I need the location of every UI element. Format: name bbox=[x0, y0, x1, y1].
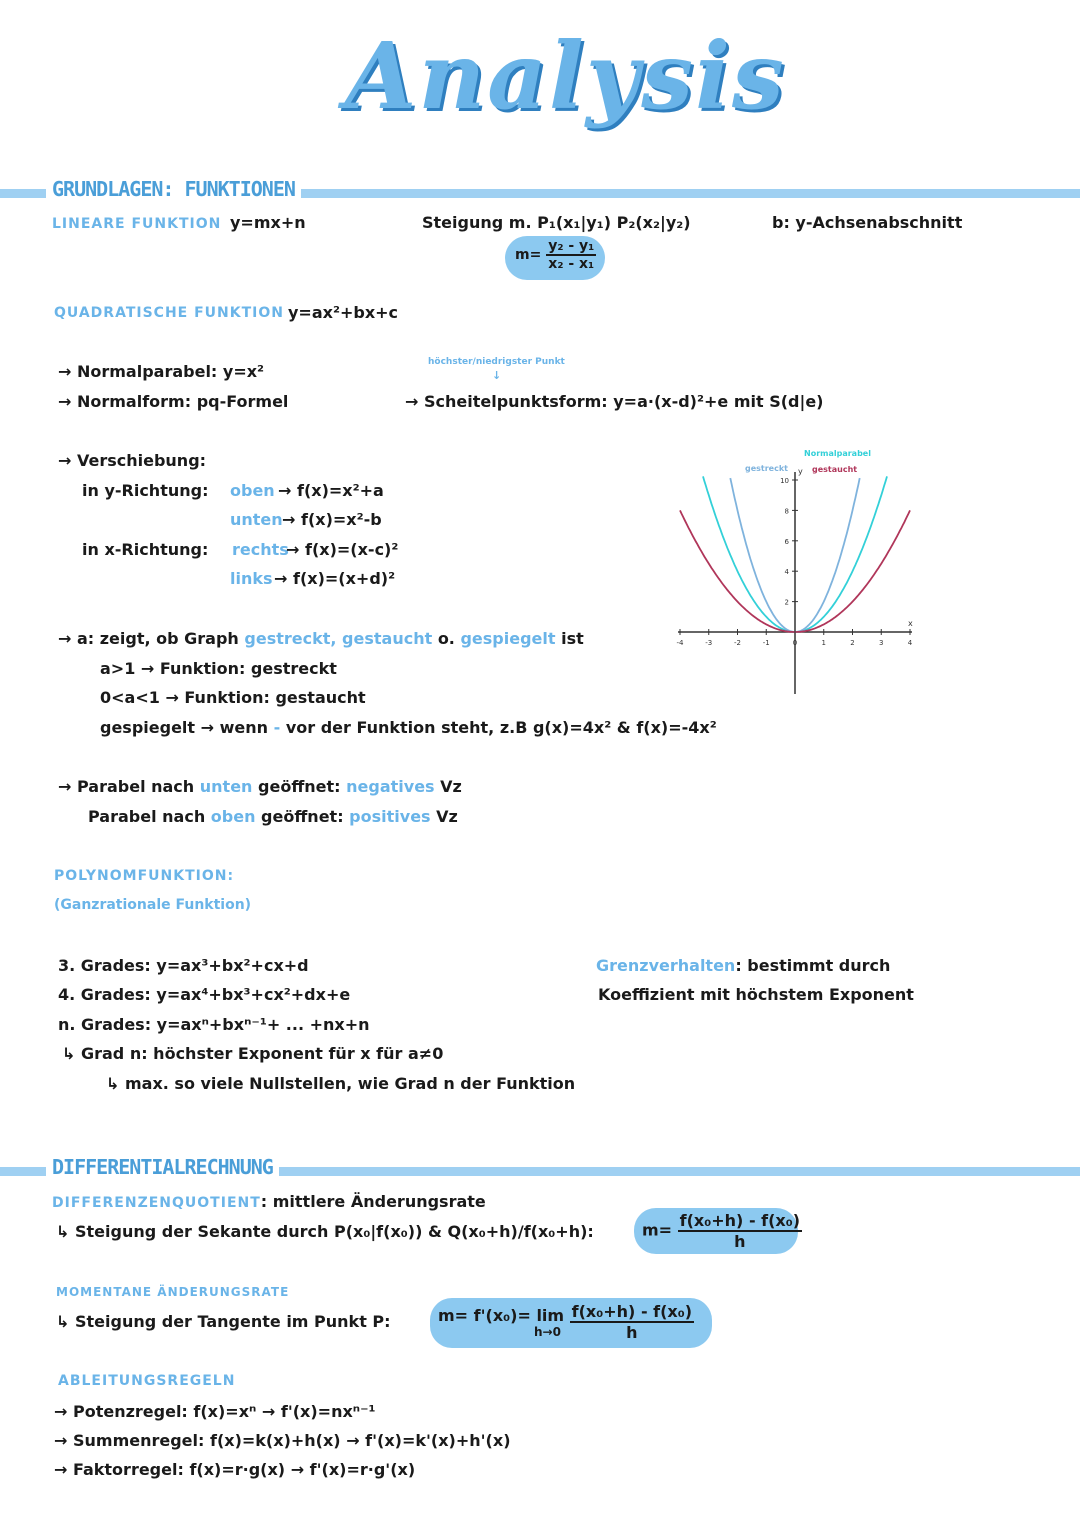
dq-m-label: m= bbox=[642, 1220, 673, 1240]
section-banner-grundlagen bbox=[0, 175, 1080, 209]
links-formula: → f(x)=(x+d)² bbox=[274, 569, 396, 588]
gespiegelt-end: vor der Funktion steht, z.B g(x)=4x² & f(x)=-4x² bbox=[285, 718, 717, 737]
dq-denominator: h bbox=[734, 1232, 746, 1251]
x-tick-label: 3 bbox=[879, 639, 884, 647]
x-tick-label: 0 bbox=[792, 639, 798, 647]
text-part: Vz bbox=[436, 807, 458, 826]
potenzregel-line: → Potenzregel: f(x)=xⁿ → f'(x)=nxⁿ⁻¹ bbox=[54, 1402, 376, 1421]
x-axis-label: x bbox=[908, 619, 913, 628]
y-tick-label: 10 bbox=[780, 477, 789, 485]
hp-note: höchster/niedrigster Punkt bbox=[428, 357, 565, 367]
section-title: GRUNDLAGEN: FUNKTIONEN bbox=[46, 177, 301, 201]
grad-n-line: n. Grades: y=axⁿ+bxⁿ⁻¹+ ... +nx+n bbox=[58, 1015, 370, 1034]
text-part-blue: unten bbox=[199, 777, 253, 796]
linear-formula: y=mx+n bbox=[230, 213, 306, 232]
momentane-formula bbox=[438, 1302, 694, 1342]
faktorregel-line: → Faktorregel: f(x)=r·g(x) → f'(x)=r·g'(x) bbox=[54, 1460, 416, 1479]
text-part: → Parabel nach bbox=[58, 777, 195, 796]
y-richtung-label: in y-Richtung: bbox=[82, 481, 209, 500]
unten-formula: → f(x)=x²-b bbox=[282, 510, 382, 529]
m-formula bbox=[515, 238, 596, 272]
normalform-line: → Normalform: pq-Formel bbox=[58, 392, 289, 411]
dq-fraction bbox=[678, 1211, 802, 1251]
grad-4-line: 4. Grades: y=ax⁴+bx³+cx²+dx+e bbox=[58, 985, 351, 1004]
grenzverhalten-rest: : bestimmt durch bbox=[735, 956, 891, 975]
section-title: DIFFERENTIALRECHNUNG bbox=[46, 1155, 279, 1179]
quadratic-formula: y=ax²+bx+c bbox=[288, 303, 399, 322]
y-tick-label: 8 bbox=[784, 507, 789, 516]
mom-fraction bbox=[570, 1302, 694, 1342]
grenzverhalten-word: Grenzverhalten bbox=[596, 956, 736, 975]
y-tick-label: 2 bbox=[784, 598, 789, 607]
lim-subscript: h→0 bbox=[534, 1324, 561, 1339]
x-tick-label: -1 bbox=[762, 639, 770, 647]
grad-n-explain: ↳ Grad n: höchster Exponent für x für a≠0 bbox=[62, 1044, 444, 1063]
unten-word: unten bbox=[230, 510, 283, 529]
gespiegelt-start: gespiegelt → wenn bbox=[100, 718, 269, 737]
rechts-formula: → f(x)=(x-c)² bbox=[286, 540, 399, 559]
a-line-mid: o. bbox=[437, 629, 455, 648]
m-label: m= bbox=[515, 247, 542, 263]
oben-formula: → f(x)=x²+a bbox=[278, 481, 384, 500]
x-tick-label: 1 bbox=[821, 639, 826, 647]
x-tick-label: 2 bbox=[850, 639, 855, 647]
text-part-blue: positives bbox=[349, 807, 431, 826]
text-part-blue: oben bbox=[210, 807, 256, 826]
ableitungsregeln-heading: ABLEITUNGSREGELN bbox=[58, 1373, 236, 1389]
a-param-line bbox=[58, 629, 584, 648]
momentane-heading: MOMENTANE ÄNDERUNGSRATE bbox=[56, 1285, 290, 1299]
mom-numerator: f(x₀+h) - f(x₀) bbox=[571, 1302, 693, 1321]
rechts-word: rechts bbox=[232, 540, 289, 559]
tangente-line: ↳ Steigung der Tangente im Punkt P: bbox=[56, 1312, 391, 1331]
x-tick-label: -4 bbox=[676, 639, 684, 647]
text-part-blue: negatives bbox=[346, 777, 435, 796]
mom-m-label: m= f'(x₀)= lim bbox=[438, 1305, 565, 1325]
text-part: geöffnet: bbox=[258, 777, 341, 796]
gespiegelt-line bbox=[100, 718, 717, 737]
legend-label: gestaucht bbox=[812, 465, 858, 474]
y-axis-label: y bbox=[798, 467, 803, 476]
quadratic-heading: QUADRATISCHE FUNKTION bbox=[54, 305, 284, 321]
oben-word: oben bbox=[230, 481, 275, 500]
a-greater-one: a>1 → Funktion: gestreckt bbox=[100, 659, 337, 678]
differenzenquotient-rest: : mittlere Änderungsrate bbox=[260, 1192, 486, 1211]
grad-3-line: 3. Grades: y=ax³+bx²+cx+d bbox=[58, 956, 309, 975]
differenzenquotient-heading: DIFFERENZENQUOTIENT bbox=[52, 1195, 261, 1211]
steigung-text: Steigung m. P₁(x₁|y₁) P₂(x₂|y₂) bbox=[422, 213, 691, 232]
x-tick-label: -3 bbox=[705, 639, 713, 647]
m-denominator: x₂ - x₁ bbox=[548, 256, 595, 272]
y-tick-label: 4 bbox=[784, 568, 789, 577]
x-tick-label: 4 bbox=[907, 639, 913, 647]
lim-block bbox=[438, 1306, 564, 1339]
page-title: Analysis bbox=[345, 22, 786, 130]
summenregel-line: → Summenregel: f(x)=k(x)+h(x) → f'(x)=k'(x)+h'(x) bbox=[54, 1431, 511, 1450]
legend-label: Normalparabel bbox=[804, 449, 871, 458]
x-tick-label: -2 bbox=[734, 639, 741, 647]
a-line-end: ist bbox=[561, 629, 584, 648]
oben-geoeffnet-line bbox=[88, 807, 458, 826]
hp-arrow: ↓ bbox=[492, 369, 502, 382]
parabola-chart bbox=[660, 440, 930, 700]
a-line-blue2: gespiegelt bbox=[460, 629, 556, 648]
unten-geoeffnet-line bbox=[58, 777, 462, 796]
mom-denominator: h bbox=[626, 1323, 638, 1342]
section-banner-differential bbox=[0, 1153, 1080, 1187]
text-part: Parabel nach bbox=[88, 807, 206, 826]
y-tick-label: 6 bbox=[784, 537, 789, 546]
a-line-blue: gestreckt, gestaucht bbox=[244, 629, 433, 648]
m-numerator: y₂ - y₁ bbox=[548, 238, 595, 254]
differenzenquotient-line bbox=[52, 1192, 486, 1211]
a-line-start: → a: zeigt, ob Graph bbox=[58, 629, 239, 648]
polynom-heading: POLYNOMFUNKTION: bbox=[54, 868, 235, 884]
polynom-subheading: (Ganzrationale Funktion) bbox=[54, 897, 252, 913]
gespiegelt-minus: - bbox=[273, 718, 281, 737]
y-achsenabschnitt-note: b: y-Achsenabschnitt bbox=[772, 213, 963, 232]
text-part: Vz bbox=[440, 777, 462, 796]
grenzverhalten-line bbox=[596, 956, 890, 975]
m-fraction bbox=[546, 238, 596, 272]
a-less-one: 0<a<1 → Funktion: gestaucht bbox=[100, 688, 366, 707]
x-richtung-label: in x-Richtung: bbox=[82, 540, 209, 559]
verschiebung-heading: → Verschiebung: bbox=[58, 451, 207, 470]
scheitelpunktsform-line: → Scheitelpunktsform: y=a·(x-d)²+e mit S(d|e) bbox=[405, 392, 824, 411]
normalparabel-line: → Normalparabel: y=x² bbox=[58, 362, 265, 381]
sekante-line: ↳ Steigung der Sekante durch P(x₀|f(x₀)) & Q(x₀+h)/f(x₀+h): bbox=[56, 1222, 594, 1241]
dq-formula bbox=[642, 1211, 802, 1251]
text-part: geöffnet: bbox=[261, 807, 344, 826]
dq-numerator: f(x₀+h) - f(x₀) bbox=[679, 1211, 801, 1230]
nullstellen-line: ↳ max. so viele Nullstellen, wie Grad n der Funktion bbox=[106, 1074, 576, 1093]
linear-heading: LINEARE FUNKTION bbox=[52, 216, 222, 232]
grenzverhalten-line2: Koeffizient mit höchstem Exponent bbox=[598, 985, 914, 1004]
links-word: links bbox=[230, 569, 273, 588]
legend-label: gestreckt bbox=[745, 464, 788, 473]
